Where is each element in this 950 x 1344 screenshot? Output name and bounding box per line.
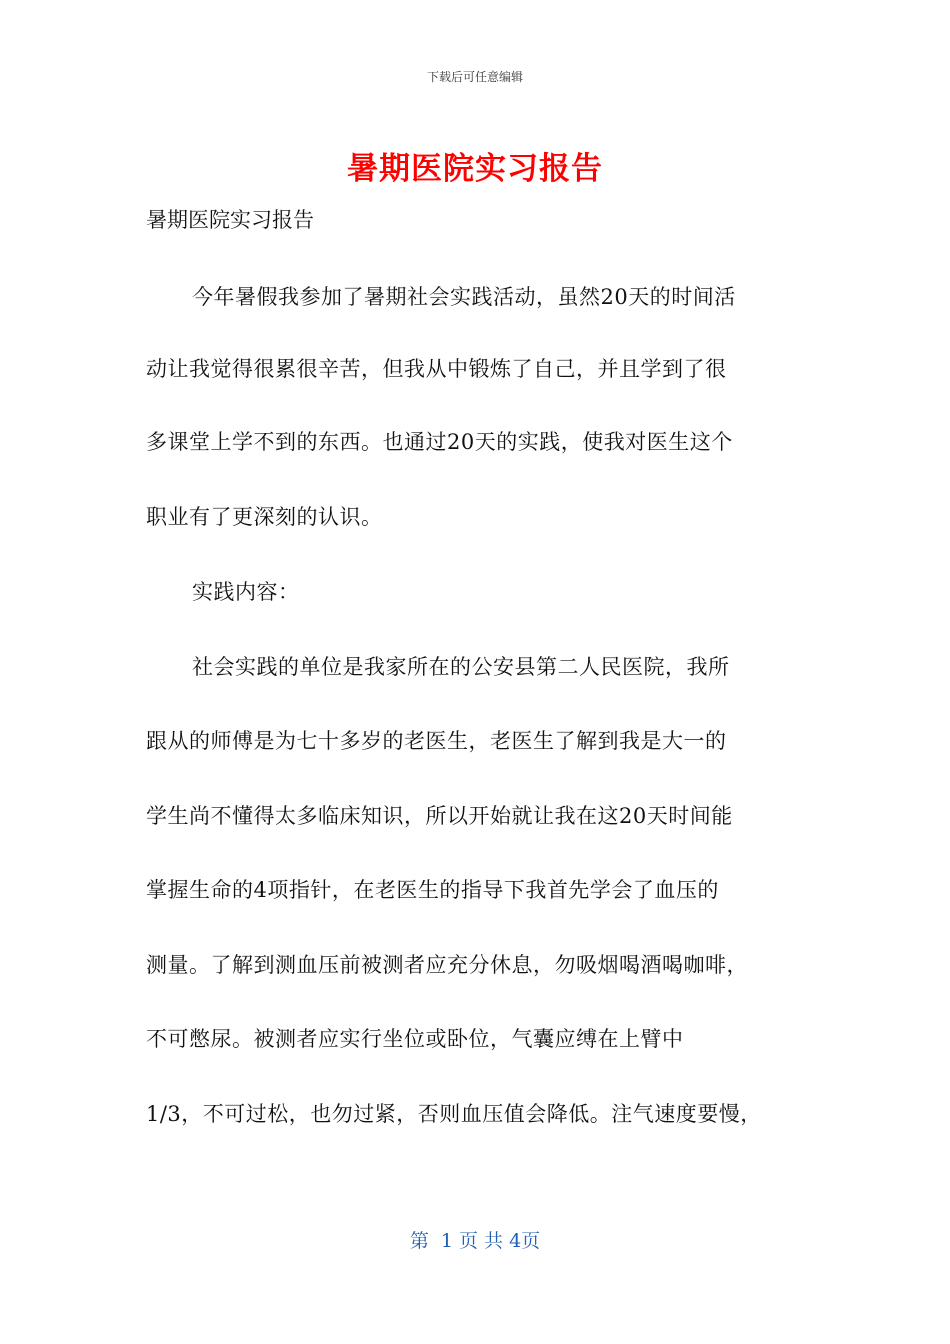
paragraph-line: 不可憋尿。被测者应实行坐位或卧位，气囊应缚在上臂中 (146, 1027, 684, 1051)
paragraph-line: 学生尚不懂得太多临床知识，所以开始就让我在这20天时间能 (146, 804, 733, 828)
section-heading: 实践内容： (192, 580, 300, 604)
paragraph-line: 掌握生命的4项指针，在老医生的指导下我首先学会了血压的 (146, 878, 719, 902)
paragraph-line: 测量。了解到测血压前被测者应充分休息，勿吸烟喝酒喝咖啡， (146, 953, 748, 977)
paragraph-line: 1/3，不可过松，也勿过紧，否则血压值会降低。注气速度要慢， (146, 1102, 762, 1126)
header-note: 下载后可任意编辑 (426, 70, 523, 84)
paragraph-line: 职业有了更深刻的认识。 (146, 505, 383, 529)
page-number-footer: 第 1 页 共 4页 (409, 1230, 541, 1252)
paragraph-line: 社会实践的单位是我家所在的公安县第二人民医院，我所 (192, 655, 730, 679)
paragraph-line: 今年暑假我参加了暑期社会实践活动，虽然20天的时间活 (192, 285, 736, 309)
paragraph-line: 动让我觉得很累很辛苦，但我从中锻炼了自己，并且学到了很 (146, 357, 727, 381)
document-title: 暑期医院实习报告 (347, 151, 603, 187)
paragraph-line: 多课堂上学不到的东西。也通过20天的实践，使我对医生这个 (146, 430, 733, 454)
paragraph-line: 跟从的师傅是为七十多岁的老医生，老医生了解到我是大一的 (146, 729, 727, 753)
document-subtitle: 暑期医院实习报告 (146, 208, 314, 232)
